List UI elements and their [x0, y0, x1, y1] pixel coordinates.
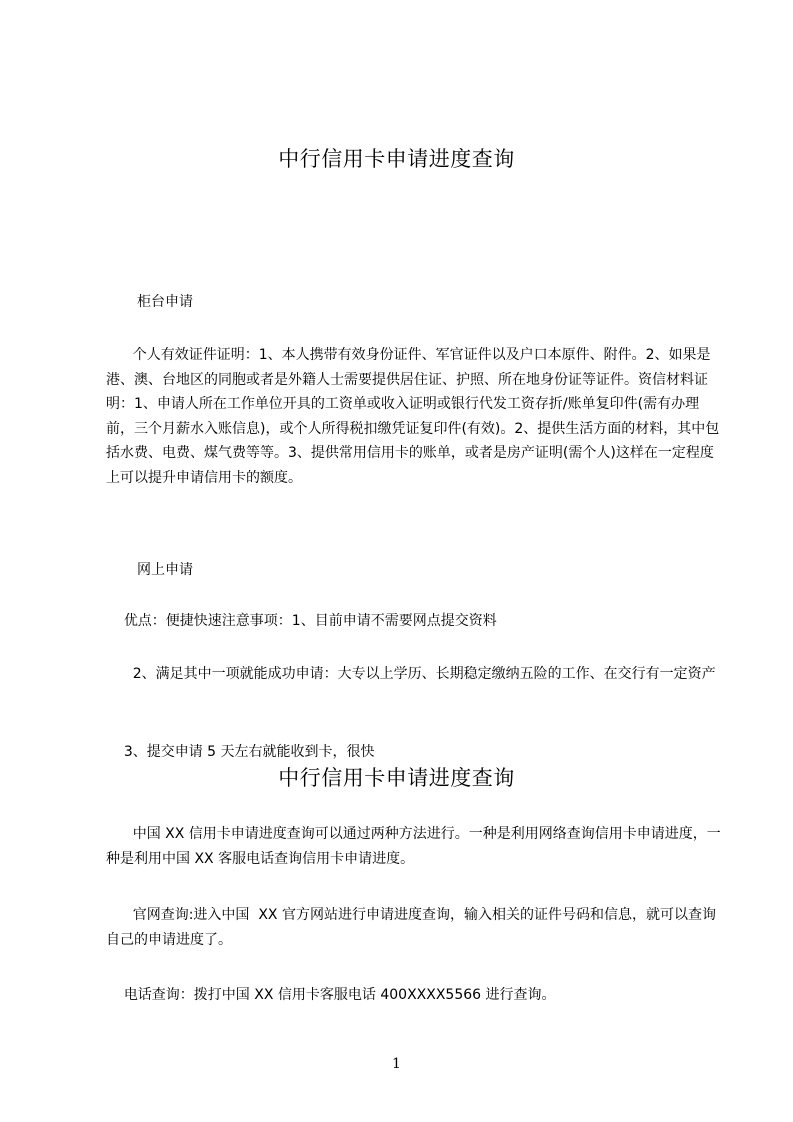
web-query-paragraph: 官网查询:进入中国 XX 官方网站进行申请进度查询，输入相关的证件号码和信息，就可以查询自己的申请进度了。 [106, 907, 716, 948]
document-title-repeat: 中行信用卡申请进度查询 [278, 766, 515, 790]
online-advantage-paragraph: 优点：便捷快速注意事项：1、目前申请不需要网点提交资料 [106, 613, 497, 629]
query-intro-paragraph: 中国 XX 信用卡申请进度查询可以通过两种方法进行。一种是利用网络查询信用卡申请进度，一种是利用中国 XX 客服电话查询信用卡申请进度。 [106, 826, 721, 867]
section-heading-counter: 柜台申请 [137, 294, 193, 310]
online-delivery-paragraph: 3、提交申请 5 天左右就能收到卡，很快 [106, 744, 375, 760]
section-heading-online: 网上申请 [137, 562, 193, 578]
page-number: 1 [392, 1056, 401, 1072]
phone-query-paragraph: 电话查询：拨打中国 XX 信用卡客服电话 400XXXX5566 进行查询。 [106, 987, 556, 1003]
counter-application-paragraph: 个人有效证件证明：1、本人携带有效身份证件、军官证件以及户口本原件、附件。2、如果是港、澳、台地区的同胞或者是外籍人士需要提供居住证、护照、所在地身份证等证件。资信材料证明：1、申请人所在工作单位开具的工资单或收入证明或银行代发工资存折/账单复印件(需有办理前，三个月薪水入账信息)，或个人所得税扣缴凭证复印件(有效)。2、提供生活方面的材料，其中包括水费、电费、煤气费等等。3、提供常用信用卡的账单，或者是房产证明(需个人)这样在一定程度上可以提升申请信用卡的额度。 [106, 347, 720, 486]
online-condition-paragraph: 2、满足其中一项就能成功申请：大专以上学历、长期稳定缴纳五险的工作、在交行有一定资产 [106, 666, 716, 682]
document-title: 中行信用卡申请进度查询 [278, 147, 515, 171]
